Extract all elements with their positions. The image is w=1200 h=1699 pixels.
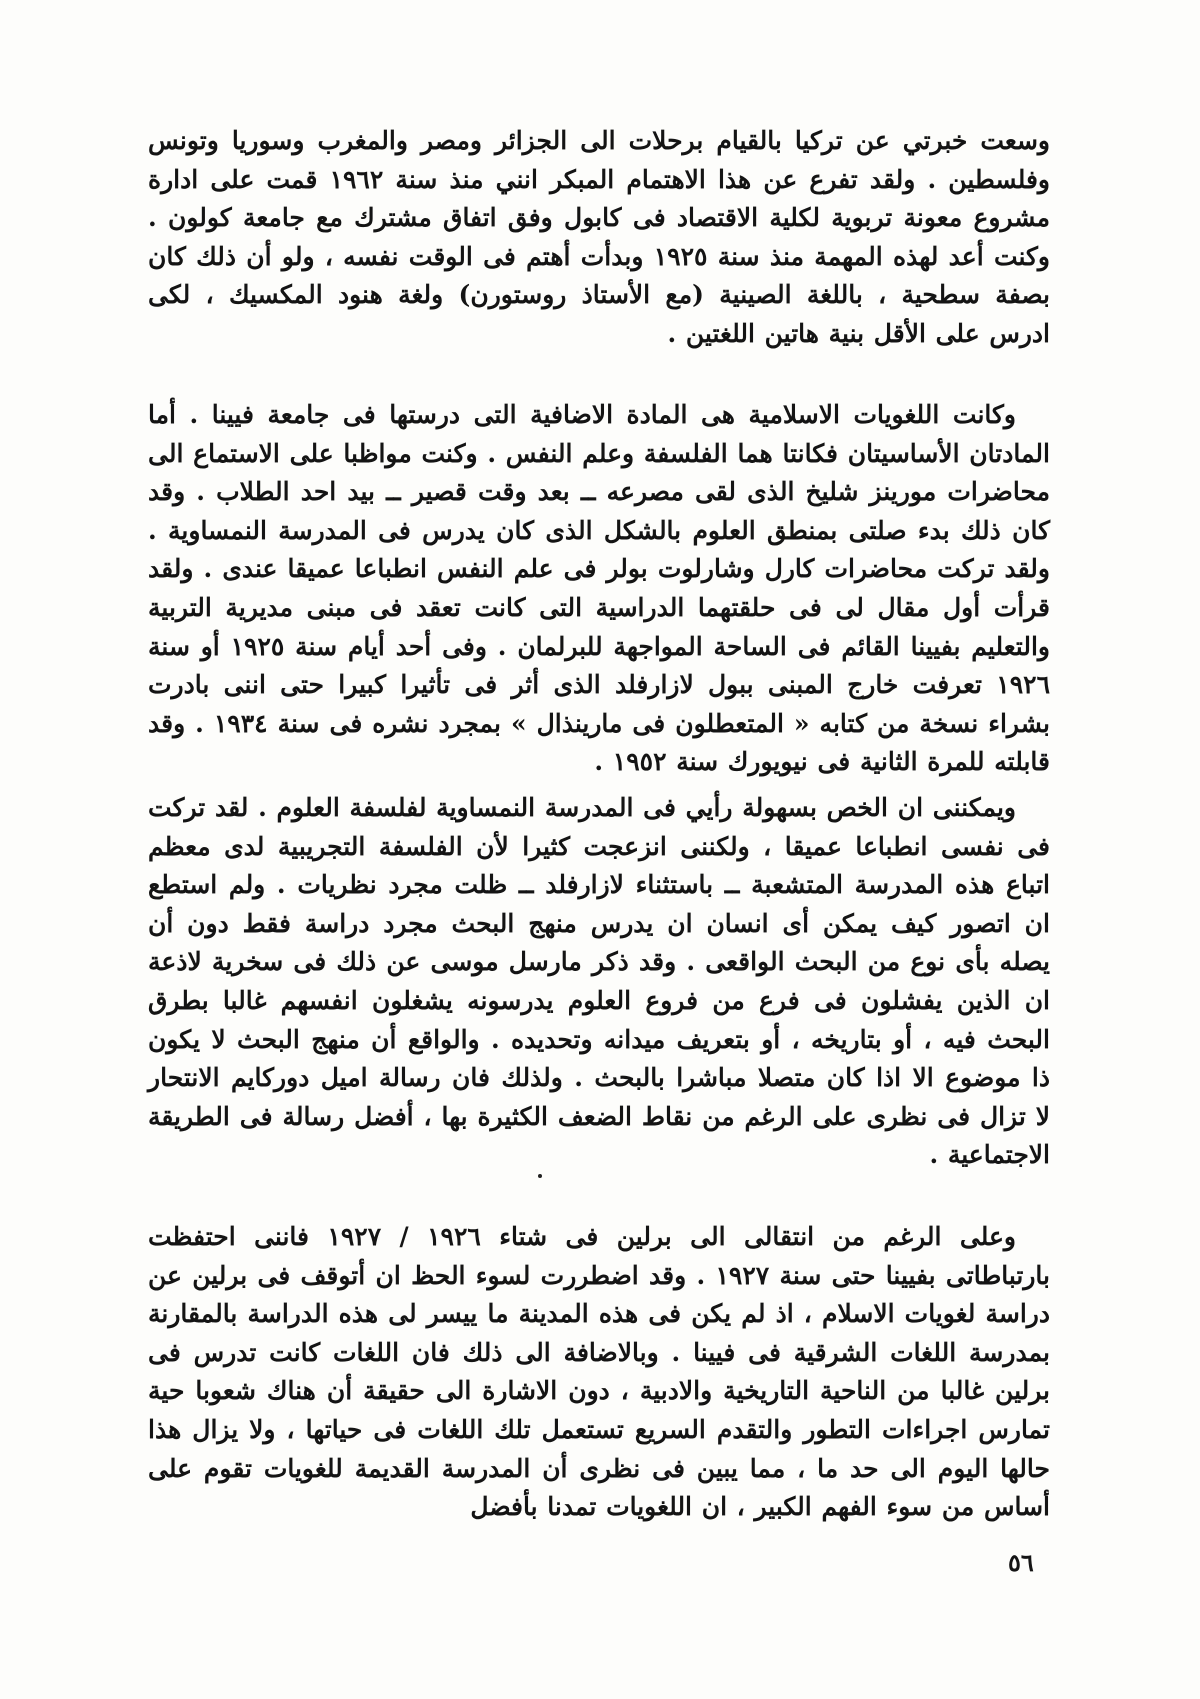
page-number: ٥٦	[1008, 1548, 1034, 1577]
paragraph-3: ويمكننى ان الخص بسهولة رأيي فى المدرسة النمساوية لفلسفة العلوم . لقد تركت فى نفسى انطباعا عميقا ، ولكننى انزعجت كثيرا لأن الفلسفة التجريبية لدى معظم اتباع هذه المدرسة المتشعبة ــ باستثناء لازارفلد ــ ظلت مجرد نظريات . ولم استطع ان اتصور كيف يمكن أى انسان ان يدرس منهج البحث مجرد دراسة فقط دون أن يصله بأى نوع من البحث الواقعى . وقد ذكر مارسل موسى عن ذلك فى سخرية لاذعة ان الذين يفشلون فى فرع من فروع العلوم يدرسونه يشغلون انفسهم غالبا بطرق البحث فيه ، أو بتاريخه ، أو بتعريف ميدانه وتحديده . والواقع أن منهج البحث لا يكون ذا موضوع الا اذا كان متصلا مباشرا بالبحث . ولذلك فان رسالة اميل دوركايم الانتحار لا تزال فى نظرى على الرغم من نقاط الضعف الكثيرة بها ، أفضل رسالة فى الطريقة الاجتماعية .	[148, 793, 1050, 1170]
ink-dot	[538, 1174, 542, 1178]
paragraph-4: وعلى الرغم من انتقالى الى برلين فى شتاء ١٩٢٦ / ١٩٢٧ فاننى احتفظت بارتباطاتى بفيينا حتى سنة ١٩٢٧ . وقد اضطررت لسوء الحظ ان أتوقف فى برلين عن دراسة لغويات الاسلام ، اذ لم يكن فى هذه المدينة ما ييسر لى هذه الدراسة بالمقارنة بمدرسة اللغات الشرقية فى فيينا . وبالاضافة الى ذلك فان اللغات كانت تدرس فى برلين غالبا من الناحية التاريخية والادبية ، دون الاشارة الى حقيقة أن هناك شعوبا حية تمارس اجراءات التطور والتقدم السريع تستعمل تلك اللغات فى حياتها ، ولا يزال هذا حالها اليوم الى حد ما ، مما يبين فى نظرى أن المدرسة القديمة للغويات تقوم على أساس من سوء الفهم الكبير ، ان اللغويات تمدنا بأفضل	[148, 1222, 1050, 1522]
paragraph-1: وسعت خبرتي عن تركيا بالقيام برحلات الى الجزائر ومصر والمغرب وسوريا وتونس وفلسطين . ولقد تفرع عن هذا الاهتمام المبكر انني منذ سنة ١٩٦٢ قمت على ادارة مشروع معونة تربوية لكلية الاقتصاد فى كابول وفق اتفاق مشترك مع جامعة كولون . وكنت أعد لهذه المهمة منذ سنة ١٩٢٥ وبدأت أهتم فى الوقت نفسه ، ولو أن ذلك كان بصفة سطحية ، باللغة الصينية (مع الأستاذ روستورن) ولغة هنود المكسيك ، لكى ادرس على الأقل بنية هاتين اللغتين .	[148, 126, 1051, 348]
paragraph-2: وكانت اللغويات الاسلامية هى المادة الاضافية التى درستها فى جامعة فيينا . أما المادتان الأساسيتان فكانتا هما الفلسفة وعلم النفس . وكنت مواظبا على الاستماع الى محاضرات مورينز شليخ الذى لقى مصرعه ــ بعد وقت قصير ــ بيد احد الطلاب . وقد كان ذلك بدء صلتى بمنطق العلوم بالشكل الذى كان يدرس فى المدرسة النمساوية . ولقد تركت محاضرات كارل وشارلوت بولر فى علم النفس انطباعا عميقا عندى . ولقد قرأت أول مقال لى فى حلقتهما الدراسية التى كانت تعقد فى مبنى مديرية التربية والتعليم بفيينا القائم فى الساحة المواجهة للبرلمان . وفى أحد أيام سنة ١٩٢٥ أو سنة ١٩٢٦ تعرفت خارج المبنى ببول لازارفلد الذى أثر فى تأثيرا كبيرا حتى اننى بادرت بشراء نسخة من كتابه « المتعطلون فى مارينذال » بمجرد نشره فى سنة ١٩٣٤ . وقد قابلته للمرة الثانية فى نيويورك سنة ١٩٥٢ .	[148, 400, 1050, 777]
